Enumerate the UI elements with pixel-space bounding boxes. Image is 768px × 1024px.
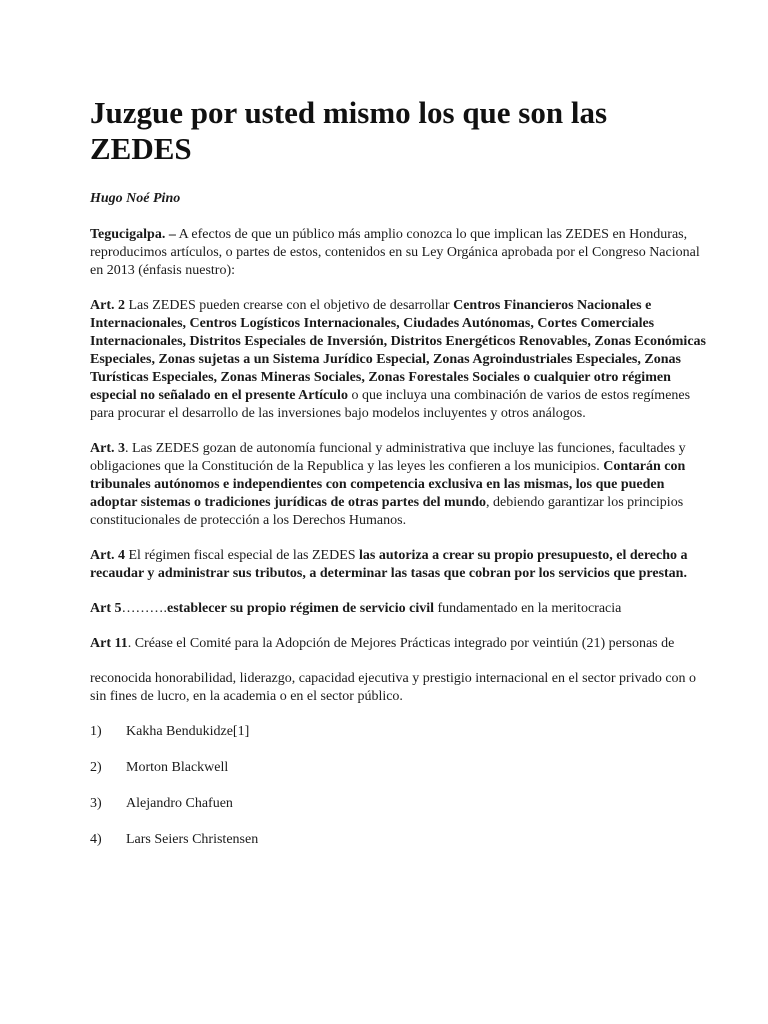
intro-paragraph	[90, 226, 708, 280]
list-item-number: 4)	[90, 832, 102, 847]
art5-paragraph	[90, 600, 708, 618]
list-item-name: Kakha Bendukidze[1]	[126, 724, 250, 739]
list-item	[90, 795, 708, 813]
dateline: Tegucigalpa. –	[90, 227, 176, 242]
article-title: Juzgue por usted mismo los que son las ZEDES	[90, 95, 608, 166]
list-item-name: Morton Blackwell	[126, 760, 229, 775]
art2-text-2: o que incluya una combinación de varios de estos regímenes para procurar el desarrollo de las inversiones bajo modelos incluyentes y otros análogos.	[90, 388, 691, 421]
art5-text-1: fundamentado en la meritocracia	[434, 601, 622, 616]
committee-member-list	[90, 723, 708, 849]
list-item-name: Lars Seiers Christensen	[126, 832, 259, 847]
art4-text-1: El régimen fiscal especial de las ZEDES	[125, 548, 360, 563]
art4-label: Art. 4	[90, 548, 125, 563]
art5-dots: ……….	[121, 601, 167, 616]
art4-emphasis: las autoriza a crear su propio presupuesto, el derecho a recaudar y administrar sus tributos, a determinar las tasas que cobran por los servicios que prestan.	[90, 548, 688, 581]
list-item-number: 2)	[90, 760, 102, 775]
art3-label: Art. 3	[90, 441, 125, 456]
art2-label: Art. 2	[90, 298, 125, 313]
list-item	[90, 759, 708, 777]
art2-emphasis: Centros Financieros Nacionales e Internacionales, Centros Logísticos Internacionales, Ciudades Autónomas, Cortes Comerciales Internacionales, Distritos Especiales de Inversión, Distritos Energéticos Renovables, Zonas Económicas Especiales, Zonas sujetas a un Sistema Jurídico Especial, Zonas Agroindustriales Especiales, Zonas Turísticas Especiales, Zonas Mineras Sociales, Zonas Forestales Sociales o cualquier otro régimen especial no señalado en el presente Artículo	[90, 298, 706, 403]
art11-label: Art 11	[90, 636, 128, 651]
art4-paragraph	[90, 547, 708, 583]
list-item	[90, 723, 708, 741]
list-item-number: 3)	[90, 796, 102, 811]
list-item-number: 1)	[90, 724, 102, 739]
art3-text-1: . Las ZEDES gozan de autonomía funcional y administrativa que incluye las funciones, facultades y obligaciones que la Constitución de la Republica y las leyes les confieren a los municipios.	[90, 441, 686, 474]
article-author: Hugo Noé Pino	[90, 191, 181, 206]
art3-paragraph	[90, 440, 708, 530]
art5-emphasis: establecer su propio régimen de servicio civil	[167, 601, 434, 616]
list-item	[90, 831, 708, 849]
art3-emphasis: Contarán con tribunales autónomos e independientes con competencia exclusiva en las mismas, los que pueden adoptar sistemas o tradiciones jurídicas de otras partes del mundo	[90, 459, 686, 510]
art3-text-2: , debiendo garantizar los principios constitucionales de protección a los Derechos Humanos.	[90, 495, 684, 528]
art11-continuation: reconocida honorabilidad, liderazgo, capacidad ejecutiva y prestigio internacional en el sector privado con o sin fines de lucro, en la academia o en el sector público.	[90, 671, 697, 704]
art5-label: Art 5	[90, 601, 122, 616]
art2-paragraph	[90, 297, 708, 423]
art11-paragraph	[90, 635, 708, 653]
art11-text-1: . Créase el Comité para la Adopción de Mejores Prácticas integrado por veintiún (21) personas de	[127, 636, 675, 651]
art2-text-1: Las ZEDES pueden crearse con el objetivo de desarrollar	[125, 298, 454, 313]
intro-text: A efectos de que un público más amplio conozca lo que implican las ZEDES en Honduras, reproducimos artículos, o partes de estos, contenidos en su Ley Orgánica aprobada por el Congreso Nacional en 2013 (énfasis nuestro):	[90, 227, 700, 278]
list-item-name: Alejandro Chafuen	[126, 796, 233, 811]
